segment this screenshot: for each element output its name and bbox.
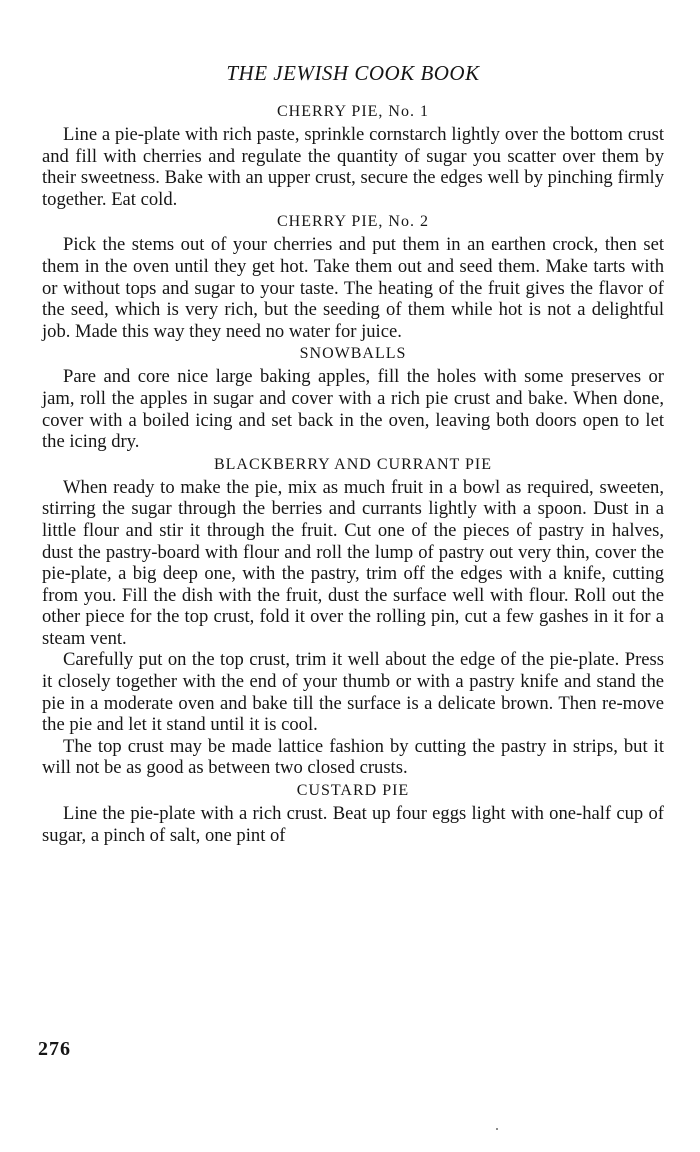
recipe-title: BLACKBERRY AND CURRANT PIE: [213, 455, 493, 473]
recipe-title: CUSTARD PIE: [296, 782, 410, 800]
recipe-paragraph: When ready to make the pie, mix as much fruit in a bowl as required, sweeten, stirring the sugar through the berries and currants lightly with a spoon. Dust in a little flour and stir it through the fruit. Cut one of the pieces of pastry in halves, dust the pastry-board with flour and roll the lump of pastry out very thin, cover the pie-plate, a big deep one, with the pastry, trim off the edges with a knife, cutting from you. Fill the dish with the fruit, dust the surface well with flour. Roll out the other piece for the top crust, fold it over the rolling pin, cut a few gashes in it for a steam vent.: [42, 476, 664, 649]
recipe-cherry-pie-1: [42, 100, 664, 210]
recipe-title: CHERRY PIE, No. 1: [277, 103, 429, 120]
recipe-paragraph: Carefully put on the top crust, trim it well about the edge of the pie-plate. Press it closely together with the end of your thumb or with a pastry knife and stand the pie in a moderate oven and bake till the surface is a delicate brown. Then re-move the pie and let it stand until it is cool.: [42, 649, 664, 736]
recipe-paragraph: Line a pie-plate with rich paste, sprinkle cornstarch lightly over the bottom crust and fill with cherries and regulate the quantity of sugar you scatter over them by their sweetness. Bake with an upper crust, secure the edges well by pinching firmly together. Eat cold.: [42, 124, 664, 210]
recipe-blackberry-currant-pie: [42, 453, 664, 779]
page-number: 276: [38, 1038, 71, 1060]
print-speck: [496, 1128, 498, 1130]
book-page: [42, 58, 664, 846]
recipe-snowballs: [42, 342, 664, 452]
recipe-custard-pie: [42, 779, 664, 846]
recipe-paragraph: Pick the stems out of your cherries and put them in an earthen crock, then set them in the oven until they get hot. Take them out and seed them. Make tarts with or without tops and sugar to your taste. The heating of the fruit gives the flavor of the seed, which is very rich, but the seeding of them while hot is not a delightful job. Made this way they need no water for juice.: [42, 234, 664, 342]
recipe-paragraph: Pare and core nice large baking apples, fill the holes with some preserves or jam, roll the apples in sugar and cover with a rich pie crust and bake. When done, cover with a boiled icing and set back in the oven, leaving both doors open to let the icing dry.: [42, 366, 664, 453]
recipe-cherry-pie-2: [42, 210, 664, 342]
running-head: THE JEWISH COOK BOOK: [226, 61, 480, 85]
recipe-paragraph: The top crust may be made lattice fashion by cutting the pastry in strips, but it will not be as good as between two closed crusts.: [42, 735, 664, 779]
recipe-title: SNOWBALLS: [299, 345, 407, 363]
recipe-paragraph: Line the pie-plate with a rich crust. Beat up four eggs light with one-half cup of sugar, a pinch of salt, one pint of: [42, 803, 664, 846]
recipe-title: CHERRY PIE, No. 2: [277, 213, 429, 231]
